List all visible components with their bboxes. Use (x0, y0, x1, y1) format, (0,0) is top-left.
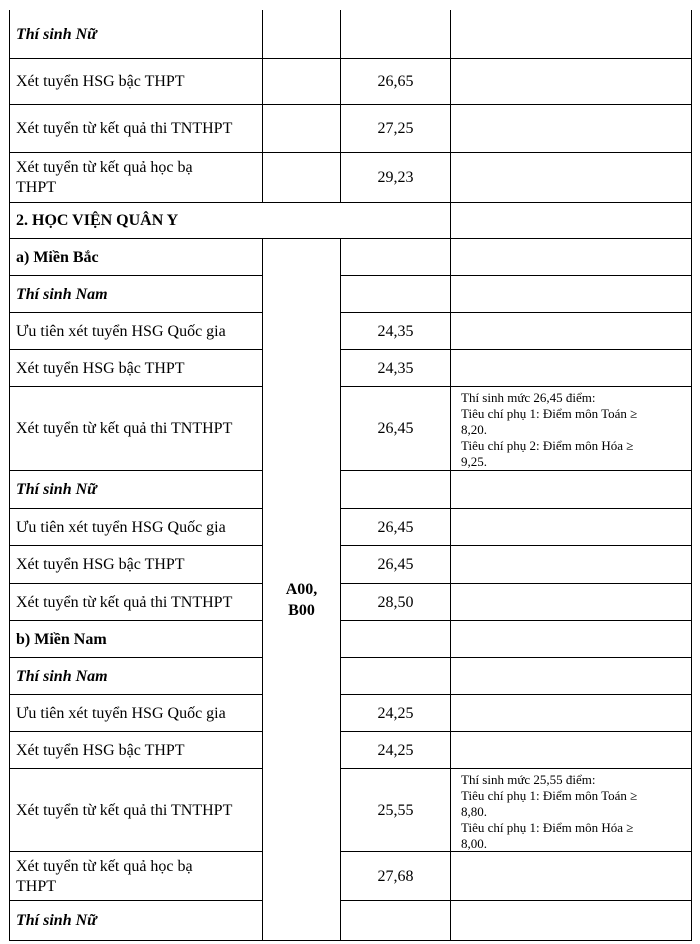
score-value: 24,35 (377, 322, 414, 340)
score-value: 26,45 (377, 420, 414, 437)
column-divider (262, 10, 263, 202)
column-divider (340, 238, 341, 941)
score-value: 24,35 (377, 359, 414, 377)
row-divider (9, 104, 692, 105)
row-divider (9, 731, 262, 732)
admission-method: Xét tuyển từ kết quả thi TNTHPT (16, 593, 233, 611)
admission-method: Ưu tiên xét tuyển HSG Quốc gia (16, 704, 226, 722)
row-divider (340, 508, 692, 509)
admission-method: Xét tuyển HSG bậc THPT (16, 556, 185, 573)
row-divider (9, 58, 692, 59)
row-divider (9, 152, 692, 153)
row-divider (340, 275, 692, 276)
section-label: 2. HỌC VIỆN QUÂN Y (16, 212, 179, 229)
score-value: 29,23 (377, 169, 414, 186)
row-divider (9, 386, 262, 387)
score-value: 26,65 (377, 73, 414, 90)
row-divider (340, 731, 692, 732)
admission-method: Xét tuyển từ kết quả thi TNTHPT (16, 801, 233, 819)
row-divider (9, 657, 262, 658)
section-label: Thí sinh Nữ (16, 481, 97, 498)
row-divider (9, 470, 262, 471)
row-divider (340, 349, 692, 350)
row-divider (340, 900, 692, 901)
score-value: 25,55 (377, 801, 414, 819)
admission-method: Xét tuyển HSG bậc THPT (16, 359, 185, 377)
row-divider (9, 545, 262, 546)
score-value: 27,25 (377, 120, 414, 137)
admission-method: Xét tuyển từ kết quả thi TNTHPT (16, 420, 233, 437)
row-divider (9, 900, 262, 901)
subject-group-cell: A00, B00 (285, 581, 318, 619)
column-divider (450, 10, 451, 941)
row-divider (340, 312, 692, 313)
admission-method: Ưu tiên xét tuyển HSG Quốc gia (16, 518, 226, 536)
admission-method: Xét tuyển từ kết quả thi TNTHPT (16, 120, 233, 137)
row-divider (9, 583, 262, 584)
score-value: 24,25 (377, 704, 414, 722)
row-divider (9, 349, 262, 350)
row-divider (9, 768, 262, 769)
admission-method: Xét tuyển HSG bậc THPT (16, 741, 185, 759)
score-value: 26,45 (377, 556, 414, 573)
tiebreak-note: Thí sinh mức 25,55 điểm: Tiêu chí phụ 1: Điểm môn Toán ≥ 8,80. Tiêu chí phụ 1: Điểm môn Hóa ≥ 8,00. (461, 772, 638, 851)
score-value: 28,50 (377, 593, 414, 611)
row-divider (340, 768, 692, 769)
score-value: 27,68 (377, 867, 414, 885)
section-label: Thí sinh Nam (16, 667, 108, 685)
section-label: b) Miền Nam (16, 630, 107, 648)
score-value: 24,25 (377, 741, 414, 759)
row-divider (9, 851, 262, 852)
admission-method: Xét tuyển HSG bậc THPT (16, 73, 185, 90)
row-divider (9, 694, 262, 695)
row-divider (9, 202, 692, 203)
section-label: Thí sinh Nam (16, 285, 108, 303)
row-divider (340, 620, 692, 621)
tiebreak-note: Thí sinh mức 26,45 điểm: Tiêu chí phụ 1: Điểm môn Toán ≥ 8,20. Tiêu chí phụ 2: Điểm môn Hóa ≥ 9,25. (461, 390, 638, 469)
admission-method: Xét tuyển từ kết quả học bạ THPT (16, 857, 193, 895)
row-divider (9, 940, 692, 941)
row-divider (9, 620, 262, 621)
row-divider (340, 583, 692, 584)
row-divider (340, 694, 692, 695)
section-label: a) Miền Bắc (16, 248, 99, 266)
row-divider (9, 238, 692, 239)
row-divider (9, 312, 262, 313)
section-label: Thí sinh Nữ (16, 26, 97, 43)
table-border-left (9, 10, 10, 941)
admission-method: Ưu tiên xét tuyển HSG Quốc gia (16, 322, 226, 340)
row-divider (340, 386, 692, 387)
row-divider (340, 545, 692, 546)
row-divider (340, 657, 692, 658)
row-divider (9, 508, 262, 509)
score-value: 26,45 (377, 518, 414, 536)
admission-method: Xét tuyển từ kết quả học bạ THPT (16, 159, 193, 196)
section-label: Thí sinh Nữ (16, 912, 97, 929)
row-divider (9, 275, 262, 276)
row-divider (340, 470, 692, 471)
table-border-right (691, 10, 692, 941)
